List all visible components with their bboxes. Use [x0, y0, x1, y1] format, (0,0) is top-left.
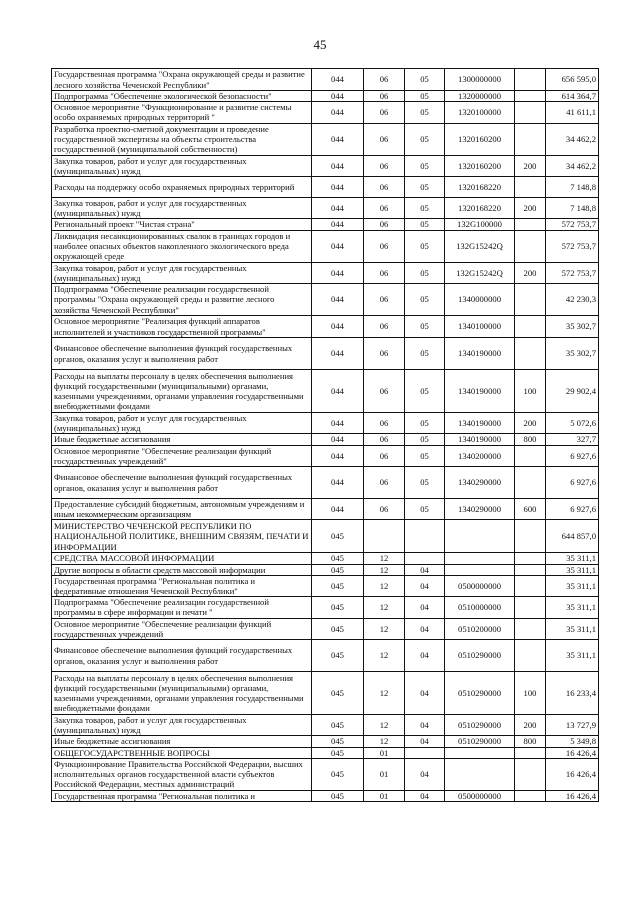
table-row	[52, 102, 599, 123]
row-section-code: 12	[364, 553, 405, 564]
table-row	[52, 262, 599, 283]
row-amount: 35 302,7	[546, 338, 599, 370]
row-expense-type	[515, 177, 546, 198]
row-target-code: 1300000000	[445, 69, 515, 91]
row-expense-type	[515, 564, 546, 575]
row-section-code: 01	[364, 790, 405, 801]
row-ministry-code: 045	[312, 758, 364, 790]
row-target-code: 0510290000	[445, 736, 515, 747]
row-name: ОБЩЕГОСУДАРСТВЕННЫЕ ВОПРОСЫ	[52, 747, 312, 758]
row-expense-type: 200	[515, 715, 546, 736]
row-expense-type	[515, 284, 546, 316]
row-target-code: 0510200000	[445, 618, 515, 639]
row-section-code: 06	[364, 499, 405, 520]
row-amount: 656 595,0	[546, 69, 599, 91]
row-name: Государственная программа "Региональная политика и	[52, 790, 312, 801]
row-section-code: 06	[364, 413, 405, 434]
row-amount: 41 611,1	[546, 102, 599, 123]
budget-table	[51, 68, 599, 802]
row-ministry-code: 044	[312, 262, 364, 283]
row-expense-type	[515, 575, 546, 596]
table-row	[52, 434, 599, 445]
row-expense-type: 200	[515, 262, 546, 283]
table-row	[52, 445, 599, 466]
page-number: 45	[313, 37, 327, 52]
row-amount: 35 311,1	[546, 618, 599, 639]
row-ministry-code: 044	[312, 230, 364, 262]
row-amount: 7 148,8	[546, 177, 599, 198]
row-section-code: 06	[364, 177, 405, 198]
row-amount: 42 230,3	[546, 284, 599, 316]
row-target-code: 1340190000	[445, 338, 515, 370]
row-ministry-code: 044	[312, 413, 364, 434]
row-target-code: 1320160200	[445, 155, 515, 176]
row-name: Государственная программа "Охрана окружающей среды и развитие лесного хозяйства Чеченской Республики"	[52, 69, 312, 91]
row-name: Иные бюджетные ассигнования	[52, 434, 312, 445]
table-row	[52, 467, 599, 499]
row-expense-type	[515, 219, 546, 230]
table-row	[52, 155, 599, 176]
row-subsection-code: 05	[405, 445, 445, 466]
table-row	[52, 316, 599, 338]
row-expense-type	[515, 640, 546, 672]
row-target-code: 0510290000	[445, 672, 515, 715]
row-amount: 6 927,6	[546, 467, 599, 499]
row-subsection-code: 05	[405, 262, 445, 283]
row-ministry-code: 045	[312, 747, 364, 758]
row-amount: 35 311,1	[546, 640, 599, 672]
row-target-code: 0500000000	[445, 575, 515, 596]
row-target-code: 1340190000	[445, 413, 515, 434]
row-target-code: 1320168220	[445, 198, 515, 219]
row-amount: 35 311,1	[546, 553, 599, 564]
table-row	[52, 177, 599, 198]
row-section-code: 12	[364, 564, 405, 575]
table-row	[52, 230, 599, 262]
row-ministry-code: 045	[312, 790, 364, 801]
row-amount: 35 311,1	[546, 575, 599, 596]
table-row	[52, 758, 599, 790]
row-expense-type	[515, 553, 546, 564]
table-row	[52, 747, 599, 758]
table-row	[52, 91, 599, 102]
row-name: Основное мероприятие "Функционирование и развитие системы особо охраняемых природных территорий "	[52, 102, 312, 123]
row-amount: 16 426,4	[546, 790, 599, 801]
table-body	[52, 69, 599, 802]
row-name: Закупка товаров, работ и услуг для государственных (муниципальных) нужд	[52, 262, 312, 283]
row-name: Подпрограмма "Обеспечение реализации государственной программы "Охрана окружающей среды и развитие лесного хозяйства Чеченской Республики"	[52, 284, 312, 316]
row-subsection-code: 05	[405, 284, 445, 316]
row-target-code: 132G100000	[445, 219, 515, 230]
row-ministry-code: 044	[312, 338, 364, 370]
row-subsection-code: 05	[405, 467, 445, 499]
row-expense-type	[515, 445, 546, 466]
row-amount: 572 753,7	[546, 262, 599, 283]
table-row	[52, 672, 599, 715]
table-row	[52, 338, 599, 370]
row-target-code: 1340000000	[445, 284, 515, 316]
table-row	[52, 790, 599, 801]
row-target-code: 0510290000	[445, 640, 515, 672]
row-ministry-code: 044	[312, 91, 364, 102]
row-target-code	[445, 747, 515, 758]
row-section-code: 06	[364, 102, 405, 123]
row-expense-type: 600	[515, 499, 546, 520]
row-section-code: 12	[364, 640, 405, 672]
row-ministry-code: 045	[312, 564, 364, 575]
row-subsection-code: 05	[405, 316, 445, 338]
row-subsection-code: 04	[405, 736, 445, 747]
row-amount: 644 857,0	[546, 520, 599, 553]
row-section-code: 06	[364, 434, 405, 445]
row-subsection-code	[405, 553, 445, 564]
row-ministry-code: 044	[312, 69, 364, 91]
row-name: Региональный проект "Чистая страна"	[52, 219, 312, 230]
row-subsection-code: 04	[405, 575, 445, 596]
row-subsection-code: 05	[405, 434, 445, 445]
row-subsection-code	[405, 520, 445, 553]
row-name: Закупка товаров, работ и услуг для государственных (муниципальных) нужд	[52, 155, 312, 176]
row-section-code: 12	[364, 618, 405, 639]
row-ministry-code: 044	[312, 434, 364, 445]
row-target-code: 0500000000	[445, 790, 515, 801]
row-target-code: 1340290000	[445, 467, 515, 499]
table-row	[52, 618, 599, 639]
row-section-code: 06	[364, 91, 405, 102]
row-amount: 5 072,6	[546, 413, 599, 434]
table-row	[52, 575, 599, 596]
row-amount: 5 349,8	[546, 736, 599, 747]
row-expense-type	[515, 597, 546, 618]
row-subsection-code: 04	[405, 618, 445, 639]
row-ministry-code: 045	[312, 597, 364, 618]
row-section-code: 06	[364, 370, 405, 413]
row-ministry-code: 045	[312, 618, 364, 639]
table-row	[52, 564, 599, 575]
row-subsection-code: 05	[405, 499, 445, 520]
row-amount: 6 927,6	[546, 499, 599, 520]
row-subsection-code: 04	[405, 758, 445, 790]
table-row	[52, 640, 599, 672]
row-name: Расходы на выплаты персоналу в целях обеспечения выполнения функций государственными (муниципальными) органами, казенными учреждениями, органами управления государственными внебюджетными фондами	[52, 672, 312, 715]
row-subsection-code: 04	[405, 564, 445, 575]
table-row	[52, 520, 599, 553]
row-target-code: 1340290000	[445, 499, 515, 520]
row-section-code: 06	[364, 219, 405, 230]
row-target-code: 1320000000	[445, 91, 515, 102]
row-section-code: 06	[364, 69, 405, 91]
row-section-code: 06	[364, 123, 405, 155]
row-target-code: 0510290000	[445, 715, 515, 736]
row-ministry-code: 045	[312, 672, 364, 715]
row-section-code: 06	[364, 262, 405, 283]
row-target-code: 1340200000	[445, 445, 515, 466]
row-amount: 29 902,4	[546, 370, 599, 413]
row-section-code: 06	[364, 316, 405, 338]
row-expense-type	[515, 618, 546, 639]
table-row	[52, 597, 599, 618]
table-row	[52, 715, 599, 736]
row-name: Финансовое обеспечение выполнения функций государственных органов, оказания услуг и выполнения работ	[52, 338, 312, 370]
row-section-code: 06	[364, 445, 405, 466]
row-amount: 6 927,6	[546, 445, 599, 466]
row-subsection-code: 05	[405, 338, 445, 370]
row-name: Иные бюджетные ассигнования	[52, 736, 312, 747]
table-row	[52, 123, 599, 155]
row-subsection-code	[405, 747, 445, 758]
row-ministry-code: 044	[312, 316, 364, 338]
row-target-code	[445, 520, 515, 553]
row-ministry-code: 044	[312, 370, 364, 413]
row-ministry-code: 045	[312, 553, 364, 564]
row-amount: 16 233,4	[546, 672, 599, 715]
table-row	[52, 284, 599, 316]
row-name: Предоставление субсидий бюджетным, автономным учреждениям и иным некоммерческим организациям	[52, 499, 312, 520]
row-target-code	[445, 758, 515, 790]
row-section-code: 12	[364, 575, 405, 596]
row-section-code: 06	[364, 284, 405, 316]
row-subsection-code: 04	[405, 597, 445, 618]
row-name: Основное мероприятие "Обеспечение реализации функций государственных учреждений"	[52, 445, 312, 466]
row-subsection-code: 05	[405, 198, 445, 219]
row-ministry-code: 044	[312, 123, 364, 155]
row-expense-type	[515, 758, 546, 790]
row-expense-type	[515, 69, 546, 91]
row-amount: 34 462,2	[546, 155, 599, 176]
row-expense-type: 100	[515, 672, 546, 715]
row-section-code: 12	[364, 672, 405, 715]
row-amount: 34 462,2	[546, 123, 599, 155]
table-row	[52, 499, 599, 520]
row-amount: 35 311,1	[546, 564, 599, 575]
row-ministry-code: 044	[312, 499, 364, 520]
row-amount: 35 302,7	[546, 316, 599, 338]
row-section-code: 01	[364, 747, 405, 758]
row-section-code: 06	[364, 338, 405, 370]
table-row	[52, 553, 599, 564]
table-row	[52, 198, 599, 219]
row-ministry-code: 044	[312, 219, 364, 230]
row-ministry-code: 045	[312, 736, 364, 747]
table-row	[52, 413, 599, 434]
row-expense-type	[515, 102, 546, 123]
row-name: СРЕДСТВА МАССОВОЙ ИНФОРМАЦИИ	[52, 553, 312, 564]
row-ministry-code: 044	[312, 284, 364, 316]
row-name: Основное мероприятие "Обеспечение реализации функций государственных учреждений	[52, 618, 312, 639]
row-section-code	[364, 520, 405, 553]
row-expense-type: 200	[515, 155, 546, 176]
row-target-code: 132G15242Q	[445, 230, 515, 262]
row-section-code: 12	[364, 597, 405, 618]
row-subsection-code: 05	[405, 177, 445, 198]
row-expense-type: 200	[515, 198, 546, 219]
row-section-code: 06	[364, 155, 405, 176]
row-name: МИНИСТЕРСТВО ЧЕЧЕНСКОЙ РЕСПУБЛИКИ ПО НАЦИОНАЛЬНОЙ ПОЛИТИКЕ, ВНЕШНИМ СВЯЗЯМ, ПЕЧАТИ И ИНФОРМАЦИИ	[52, 520, 312, 553]
row-target-code	[445, 564, 515, 575]
row-subsection-code: 05	[405, 123, 445, 155]
row-name: Расходы на выплаты персоналу в целях обеспечения выполнения функций государственными (муниципальными) органами, казенными учреждениями, органами управления государственными внебюджетными фондами	[52, 370, 312, 413]
row-subsection-code: 05	[405, 230, 445, 262]
row-subsection-code: 05	[405, 102, 445, 123]
row-expense-type	[515, 790, 546, 801]
row-target-code	[445, 553, 515, 564]
row-ministry-code: 045	[312, 640, 364, 672]
row-name: Разработка проектно-сметной документации и проведение государственной экспертизы на объекты строительства государственной (муниципальной собственности)	[52, 123, 312, 155]
row-section-code: 06	[364, 230, 405, 262]
row-section-code: 12	[364, 736, 405, 747]
row-expense-type	[515, 467, 546, 499]
row-amount: 13 727,9	[546, 715, 599, 736]
row-ministry-code: 045	[312, 575, 364, 596]
row-expense-type	[515, 747, 546, 758]
row-subsection-code: 05	[405, 413, 445, 434]
row-amount: 35 311,1	[546, 597, 599, 618]
row-ministry-code: 045	[312, 520, 364, 553]
table-row	[52, 219, 599, 230]
row-ministry-code: 044	[312, 198, 364, 219]
row-expense-type: 800	[515, 434, 546, 445]
table-row	[52, 736, 599, 747]
row-expense-type	[515, 91, 546, 102]
row-section-code: 06	[364, 467, 405, 499]
row-amount: 614 364,7	[546, 91, 599, 102]
row-target-code: 1340100000	[445, 316, 515, 338]
row-name: Закупка товаров, работ и услуг для государственных (муниципальных) нужд	[52, 715, 312, 736]
row-ministry-code: 044	[312, 445, 364, 466]
row-subsection-code: 04	[405, 715, 445, 736]
row-expense-type: 200	[515, 413, 546, 434]
row-subsection-code: 04	[405, 640, 445, 672]
row-name: Функционирование Правительства Российской Федерации, высших исполнительных органов государственной власти субъектов Российской Федерации, местных администраций	[52, 758, 312, 790]
row-ministry-code: 045	[312, 715, 364, 736]
row-target-code: 132G15242Q	[445, 262, 515, 283]
row-amount: 327,7	[546, 434, 599, 445]
row-target-code: 0510000000	[445, 597, 515, 618]
row-subsection-code: 04	[405, 790, 445, 801]
row-subsection-code: 05	[405, 155, 445, 176]
row-name: Основное мероприятие "Реализация функций аппаратов исполнителей и участников государственной программы"	[52, 316, 312, 338]
row-expense-type: 100	[515, 370, 546, 413]
row-amount: 16 426,4	[546, 758, 599, 790]
row-section-code: 12	[364, 715, 405, 736]
row-name: Ликвидация несанкционированных свалок в границах городов и наиболее опасных объектов накопленного экологического вреда окружающей среде	[52, 230, 312, 262]
row-ministry-code: 044	[312, 155, 364, 176]
row-target-code: 1320160200	[445, 123, 515, 155]
row-ministry-code: 044	[312, 102, 364, 123]
row-target-code: 1340190000	[445, 370, 515, 413]
row-section-code: 01	[364, 758, 405, 790]
row-name: Подпрограмма "Обеспечение экологической безопасности"	[52, 91, 312, 102]
row-name: Другие вопросы в области средств массовой информации	[52, 564, 312, 575]
row-subsection-code: 05	[405, 219, 445, 230]
row-expense-type: 800	[515, 736, 546, 747]
row-amount: 16 426,4	[546, 747, 599, 758]
row-target-code: 1320100000	[445, 102, 515, 123]
row-subsection-code: 04	[405, 672, 445, 715]
row-amount: 7 148,8	[546, 198, 599, 219]
row-expense-type	[515, 316, 546, 338]
row-amount: 572 753,7	[546, 230, 599, 262]
row-expense-type	[515, 520, 546, 553]
table-row	[52, 69, 599, 91]
row-subsection-code: 05	[405, 370, 445, 413]
row-expense-type	[515, 123, 546, 155]
row-name: Подпрограмма "Обеспечение реализации государственной программы в сфере информации и печати "	[52, 597, 312, 618]
row-expense-type	[515, 338, 546, 370]
row-name: Государственная программа "Региональная политика и федеративные отношения Чеченской Республики"	[52, 575, 312, 596]
row-name: Финансовое обеспечение выполнения функций государственных органов, оказания услуг и выполнения работ	[52, 640, 312, 672]
row-expense-type	[515, 230, 546, 262]
row-name: Финансовое обеспечение выполнения функций государственных органов, оказания услуг и выполнения работ	[52, 467, 312, 499]
table-row	[52, 370, 599, 413]
row-section-code: 06	[364, 198, 405, 219]
row-subsection-code: 05	[405, 91, 445, 102]
row-amount: 572 753,7	[546, 219, 599, 230]
row-subsection-code: 05	[405, 69, 445, 91]
row-name: Расходы на поддержку особо охраняемых природных территорий	[52, 177, 312, 198]
row-target-code: 1320168220	[445, 177, 515, 198]
row-target-code: 1340190000	[445, 434, 515, 445]
row-name: Закупка товаров, работ и услуг для государственных (муниципальных) нужд	[52, 198, 312, 219]
row-name: Закупка товаров, работ и услуг для государственных (муниципальных) нужд	[52, 413, 312, 434]
row-ministry-code: 044	[312, 177, 364, 198]
row-ministry-code: 044	[312, 467, 364, 499]
